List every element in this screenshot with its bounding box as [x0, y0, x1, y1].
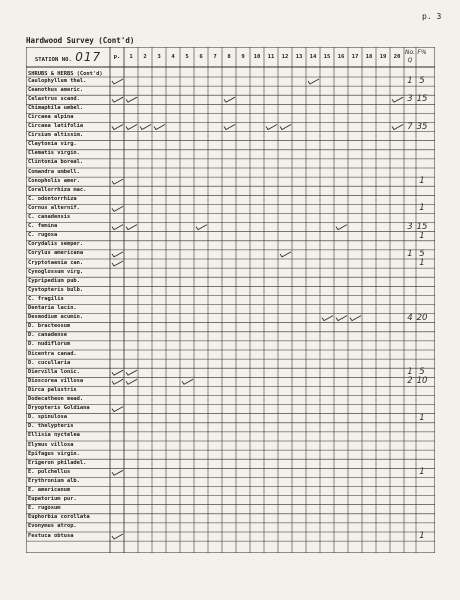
species-name: D. spinulosa: [28, 414, 67, 421]
tally-check-mark: [126, 97, 137, 102]
species-name: Conopholis amer.: [28, 177, 80, 184]
tally-check-mark: [322, 316, 333, 321]
species-name: Comandra umbell.: [28, 168, 80, 175]
handwritten-frequency-percent: 1: [419, 230, 425, 241]
species-name: D. thelypteris: [28, 423, 74, 430]
tally-check-mark: [112, 97, 123, 102]
tally-check-mark: [126, 225, 137, 230]
tally-check-mark: [350, 316, 361, 321]
column-header-14: 14: [309, 54, 317, 60]
tally-check-mark: [126, 125, 137, 130]
column-header-9: 9: [241, 54, 245, 60]
species-name: Dicentra canad.: [28, 350, 77, 357]
tally-check-mark: [336, 225, 347, 230]
handwritten-frequency-percent: 35: [416, 121, 428, 132]
column-header-15: 15: [323, 54, 331, 60]
column-header-20: 20: [393, 54, 401, 60]
species-name: Caulophyllum thal.: [28, 77, 87, 84]
species-name: C. femina: [28, 223, 58, 230]
tally-check-mark: [112, 407, 123, 412]
species-name: Dirca palustris: [28, 386, 77, 393]
tally-sheet: [26, 47, 435, 553]
handwritten-quadrat-count: 3: [407, 94, 413, 105]
handwritten-frequency-percent: 15: [416, 221, 428, 232]
tally-check-mark: [112, 206, 123, 211]
handwritten-frequency-percent: 20: [416, 312, 428, 323]
handwritten-quadrat-count: 2: [407, 376, 413, 387]
tally-check-mark: [336, 316, 347, 321]
species-name: Euphorbia corollata: [28, 514, 90, 521]
handwritten-frequency-percent: 1: [419, 467, 425, 478]
tally-check-mark: [280, 125, 291, 130]
column-header-10: 10: [253, 54, 261, 60]
species-name: C. rugosa: [28, 232, 58, 239]
species-name: Cystopteris bulb.: [28, 286, 84, 293]
column-header-13: 13: [295, 54, 303, 60]
species-name: C. canadensis: [28, 214, 71, 220]
tally-check-mark: [266, 125, 277, 130]
species-name: C. odontorrhiza: [28, 195, 77, 202]
tally-check-mark: [154, 125, 165, 130]
species-name: Cirsium altissim.: [28, 132, 84, 139]
species-name: Corylus americana: [28, 250, 84, 257]
tally-check-mark: [112, 261, 123, 266]
species-name: Elymus villosa: [28, 441, 74, 448]
tally-check-mark: [308, 79, 319, 84]
species-name: Dodecatheon mead.: [28, 396, 84, 402]
handwritten-quadrat-count: 7: [407, 121, 413, 132]
handwritten-quadrat-count: 4: [407, 312, 413, 323]
species-name: Clematis virgin.: [28, 150, 80, 157]
handwritten-frequency-percent: 5: [419, 367, 425, 378]
species-name: Dioscorea villosa: [28, 377, 84, 384]
species-name: Dentaria lacin.: [28, 305, 77, 311]
species-name: Diervilla lonic.: [28, 368, 80, 375]
tally-check-mark: [112, 225, 123, 230]
handwritten-frequency-percent: 1: [419, 203, 425, 214]
column-header-2: 2: [143, 54, 147, 60]
tally-check-mark: [224, 125, 235, 130]
column-header-4: 4: [171, 54, 175, 60]
station-number: 017: [75, 50, 102, 64]
species-name: Cynoglossum virg.: [28, 268, 84, 275]
species-name: Festuca obtusa: [28, 532, 74, 539]
species-name: Chimaphila umbel.: [28, 104, 84, 111]
species-name: C. fragilis: [28, 295, 64, 302]
species-name: D. nudiflorum: [28, 341, 71, 348]
species-name: Circaea latifolia: [28, 123, 84, 129]
tally-check-mark: [112, 379, 123, 384]
tally-check-mark: [112, 125, 123, 130]
tally-check-mark: [126, 379, 137, 384]
species-name: Evonymus atrop.: [28, 523, 77, 530]
species-name: Desmodium acumin.: [28, 314, 84, 321]
species-name: Epifagus virgin.: [28, 450, 80, 457]
tally-check-mark: [112, 179, 123, 184]
species-name: Cypripedium pub.: [28, 277, 80, 284]
station-label: STATION NO. 017: [34, 50, 102, 64]
handwritten-quadrat-count: 1: [407, 367, 413, 378]
tally-check-mark: [196, 225, 207, 230]
tally-check-mark: [280, 252, 291, 257]
column-header-1: 1: [129, 54, 133, 60]
species-name: Cornus alternif.: [28, 204, 80, 211]
species-name: Claytonia virg.: [28, 141, 77, 148]
handwritten-frequency-percent: 1: [419, 412, 425, 423]
species-name: Circaea alpina: [28, 113, 74, 120]
page-number: p. 3: [422, 12, 442, 21]
handwritten-quadrat-count: 3: [407, 221, 413, 232]
tally-check-mark: [112, 370, 123, 375]
column-header-17: 17: [351, 54, 359, 60]
species-name: Erigeron philadel.: [28, 459, 87, 466]
species-name: Ellisia nyctelea: [28, 432, 80, 439]
species-name: Dryopteris Goldiana: [28, 405, 90, 412]
species-name: Clintonia boreal.: [28, 159, 84, 166]
column-header-p: p.: [113, 54, 121, 60]
species-name: Eupatorium pur.: [28, 496, 77, 503]
species-name: E. americanum: [28, 487, 71, 493]
handwritten-frequency-percent: 1: [419, 531, 425, 541]
column-header-11: 11: [267, 54, 275, 60]
species-name: D. cucullaria: [28, 359, 71, 366]
document-title: Hardwood Survey (Cont'd): [26, 36, 135, 45]
handwritten-frequency-percent: 5: [419, 76, 425, 86]
tally-check-mark: [112, 470, 123, 475]
column-header-8: 8: [227, 54, 231, 60]
species-name: Corydalis semper.: [28, 241, 84, 248]
tally-check-mark: [392, 97, 403, 102]
species-name: E. rugosum: [28, 505, 61, 512]
column-header-7: 7: [213, 54, 217, 60]
column-header-19: 19: [379, 54, 387, 60]
handwritten-quadrat-count: 1: [407, 76, 413, 86]
species-name: Cryptotaenia can.: [28, 259, 84, 266]
tally-check-mark: [182, 379, 193, 384]
section-title: SHRUBS & HERBS (Cont'd): [28, 71, 103, 77]
tally-check-mark: [112, 252, 123, 257]
species-name: D. bracteosum: [28, 323, 71, 330]
species-name: E. pulchellus: [28, 468, 71, 475]
tally-check-mark: [224, 97, 235, 102]
handwritten-frequency-percent: 15: [416, 94, 428, 105]
handwritten-header-f-pct: F%: [417, 49, 427, 56]
handwritten-frequency-percent: 1: [419, 258, 425, 268]
species-name: Corallorrhiza mac.: [28, 186, 87, 193]
column-header-3: 3: [157, 54, 161, 60]
tally-check-mark: [112, 534, 123, 539]
handwritten-header-no-q: No. Q: [404, 49, 416, 64]
tally-check-mark: [112, 79, 123, 84]
column-header-5: 5: [185, 54, 189, 60]
species-name: Erythronium alb.: [28, 477, 80, 484]
handwritten-frequency-percent: 5: [419, 248, 425, 259]
tally-check-mark: [126, 370, 137, 375]
column-header-16: 16: [337, 54, 345, 60]
tally-check-mark: [392, 125, 403, 130]
column-header-18: 18: [365, 54, 373, 60]
species-name: Ceanothus americ.: [28, 86, 84, 93]
column-header-6: 6: [199, 54, 203, 60]
handwritten-frequency-percent: 1: [419, 176, 425, 187]
species-name: D. canadense: [28, 332, 67, 339]
column-header-12: 12: [281, 54, 289, 60]
species-name: Celastrus scand.: [28, 95, 80, 102]
tally-check-mark: [140, 125, 151, 130]
handwritten-frequency-percent: 10: [416, 376, 428, 387]
handwritten-quadrat-count: 1: [407, 248, 413, 259]
